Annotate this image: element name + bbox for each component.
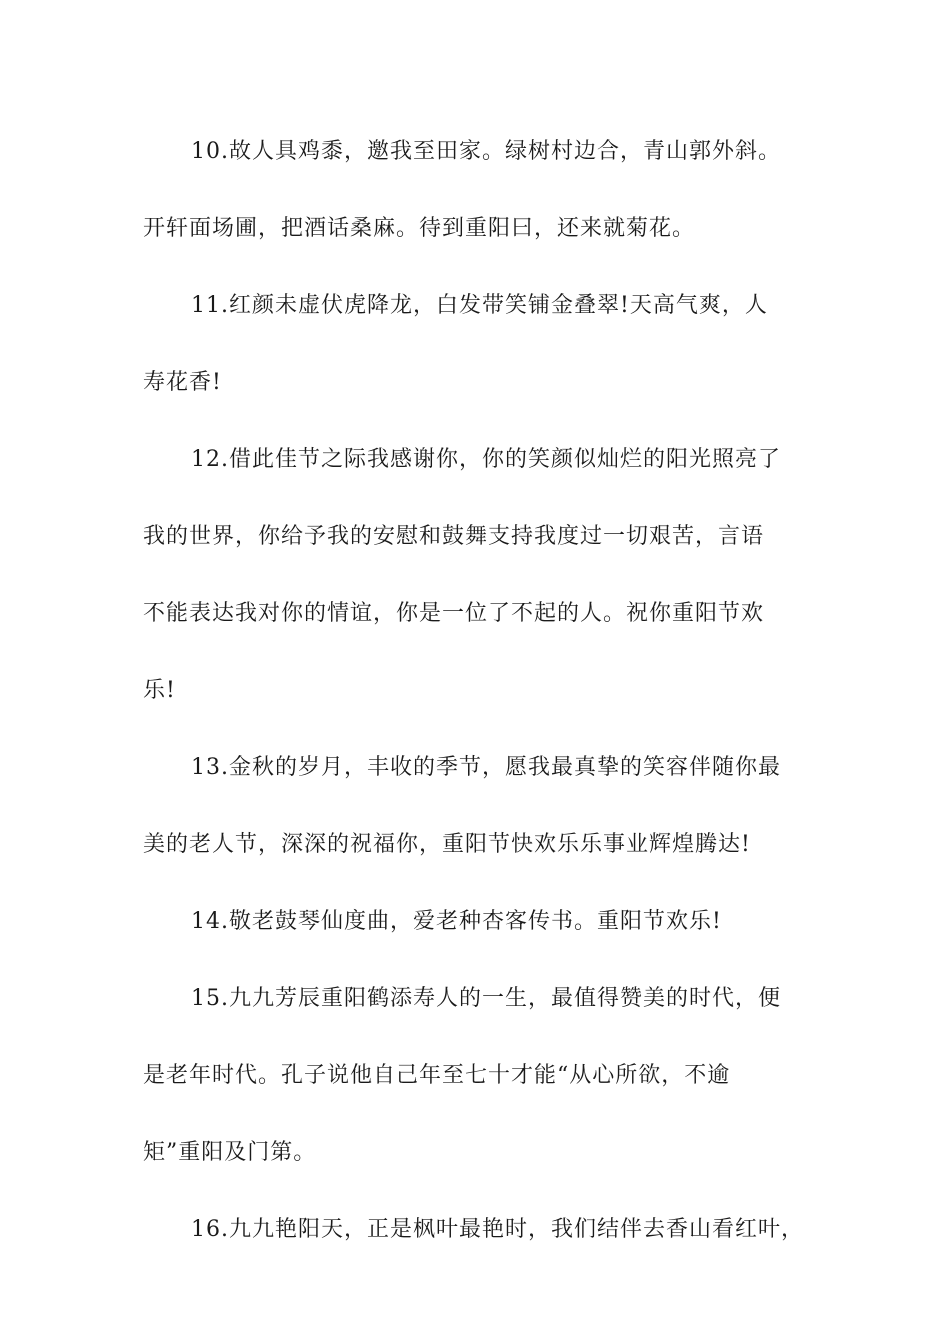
document-body [143,128,813,1283]
text-line: 10.故人具鸡黍，邀我至田家。绿树村边合，青山郭外斜。 [191,139,781,164]
text-line: 美的老人节，深深的祝福你，重阳节快欢乐乐事业辉煌腾达! [143,832,751,857]
text-line: 11.红颜未虚伏虎降龙，白发带笑铺金叠翠!天高气爽，人 [191,293,768,318]
text-line: 14.敬老鼓琴仙度曲，爱老种杏客传书。重阳节欢乐! [191,909,722,934]
text-line: 12.借此佳节之际我感谢你，你的笑颜似灿烂的阳光照亮了 [191,447,781,472]
text-line: 开轩面场圃，把酒话桑麻。待到重阳曰，还来就菊花。 [143,216,696,241]
text-line: 乐! [143,678,176,703]
text-line: 矩”重阳及门第。 [143,1140,317,1165]
text-line: 15.九九芳辰重阳鹤添寿人的一生，最值得赞美的时代，便 [191,986,781,1011]
text-line: 是老年时代。孔子说他自己年至七十才能“从心所欲，不逾 [143,1063,731,1088]
text-line: 不能表达我对你的情谊，你是一位了不起的人。祝你重阳节欢 [143,601,765,626]
text-line: 13.金秋的岁月，丰收的季节，愿我最真挚的笑容伴随你最 [191,755,781,780]
text-line: 16.九九艳阳天，正是枫叶最艳时，我们结伴去香山看红叶， [191,1217,804,1242]
text-line: 寿花香! [143,370,222,395]
text-line: 我的世界，你给予我的安慰和鼓舞支持我度过一切艰苦，言语 [143,524,765,549]
